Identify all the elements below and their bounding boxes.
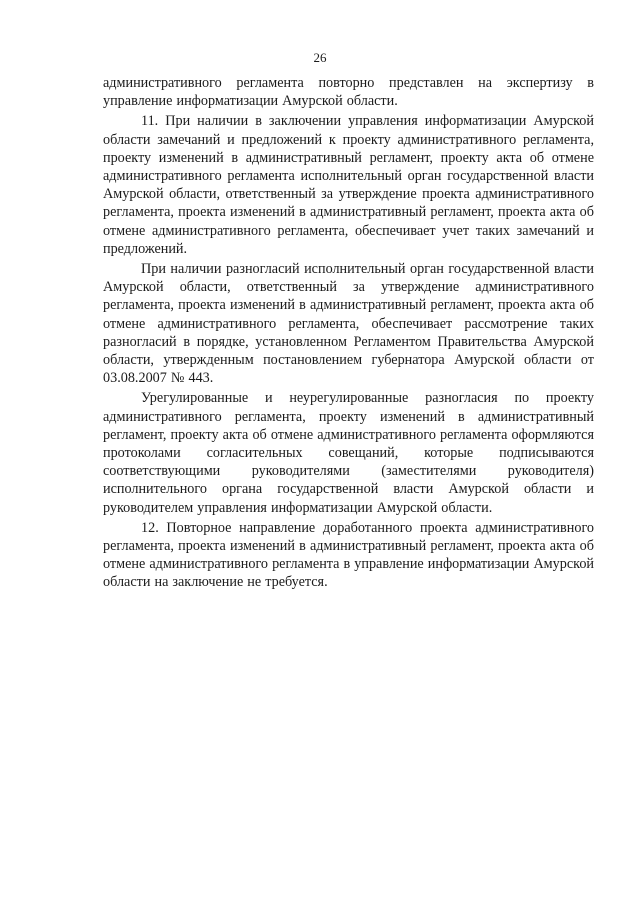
paragraph-protocols: Урегулированные и неурегулированные разногласия по проекту административного регламента, проекту изменений в административный регламент, проекту акта об отмене административного регламента оформляются протоколами согласительных совещаний, которые подписываются соответствующими руководителями (заместителями руководителя) исполнительного органа государственной власти Амурской области и руководителем управления информатизации Амурской области. [103, 390, 594, 516]
document-body [103, 74, 594, 592]
paragraph-item-12: 12. Повторное направление доработанного проекта административного регламента, проекта изменений в административный регламент, проекта акта об отмене административного регламента в управление информатизации Амурской области на заключение не требуется. [103, 519, 595, 591]
paragraph-continuation: административного регламента повторно представлен на экспертизу в управление информатизации Амурской области. [103, 75, 594, 110]
paragraph-item-11: 11. При наличии в заключении управления информатизации Амурской области замечаний и предложений к проекту административного регламента, проекту изменений в административный регламент, проекту акта об отмене административного регламента исполнительный орган государственной власти Амурской области, ответственный за утверждение проекта административного регламента, проекта изменений в административный регламент, проекта акта об отмене административного регламента, обеспечивает учет таких замечаний и предложений. [103, 113, 594, 257]
paragraph-disagreements: При наличии разногласий исполнительный орган государственной власти Амурской области, ответственный за утверждение административного регламента, проекта изменений в административный регламент, проекта акта об отмене административного регламента, обеспечивает рассмотрение таких разногласий в порядке, установленном Регламентом Правительства Амурской области, утвержденным постановлением губернатора Амурской области от 03.08.2007 № 443. [103, 261, 594, 387]
page-number: 26 [313, 50, 327, 65]
